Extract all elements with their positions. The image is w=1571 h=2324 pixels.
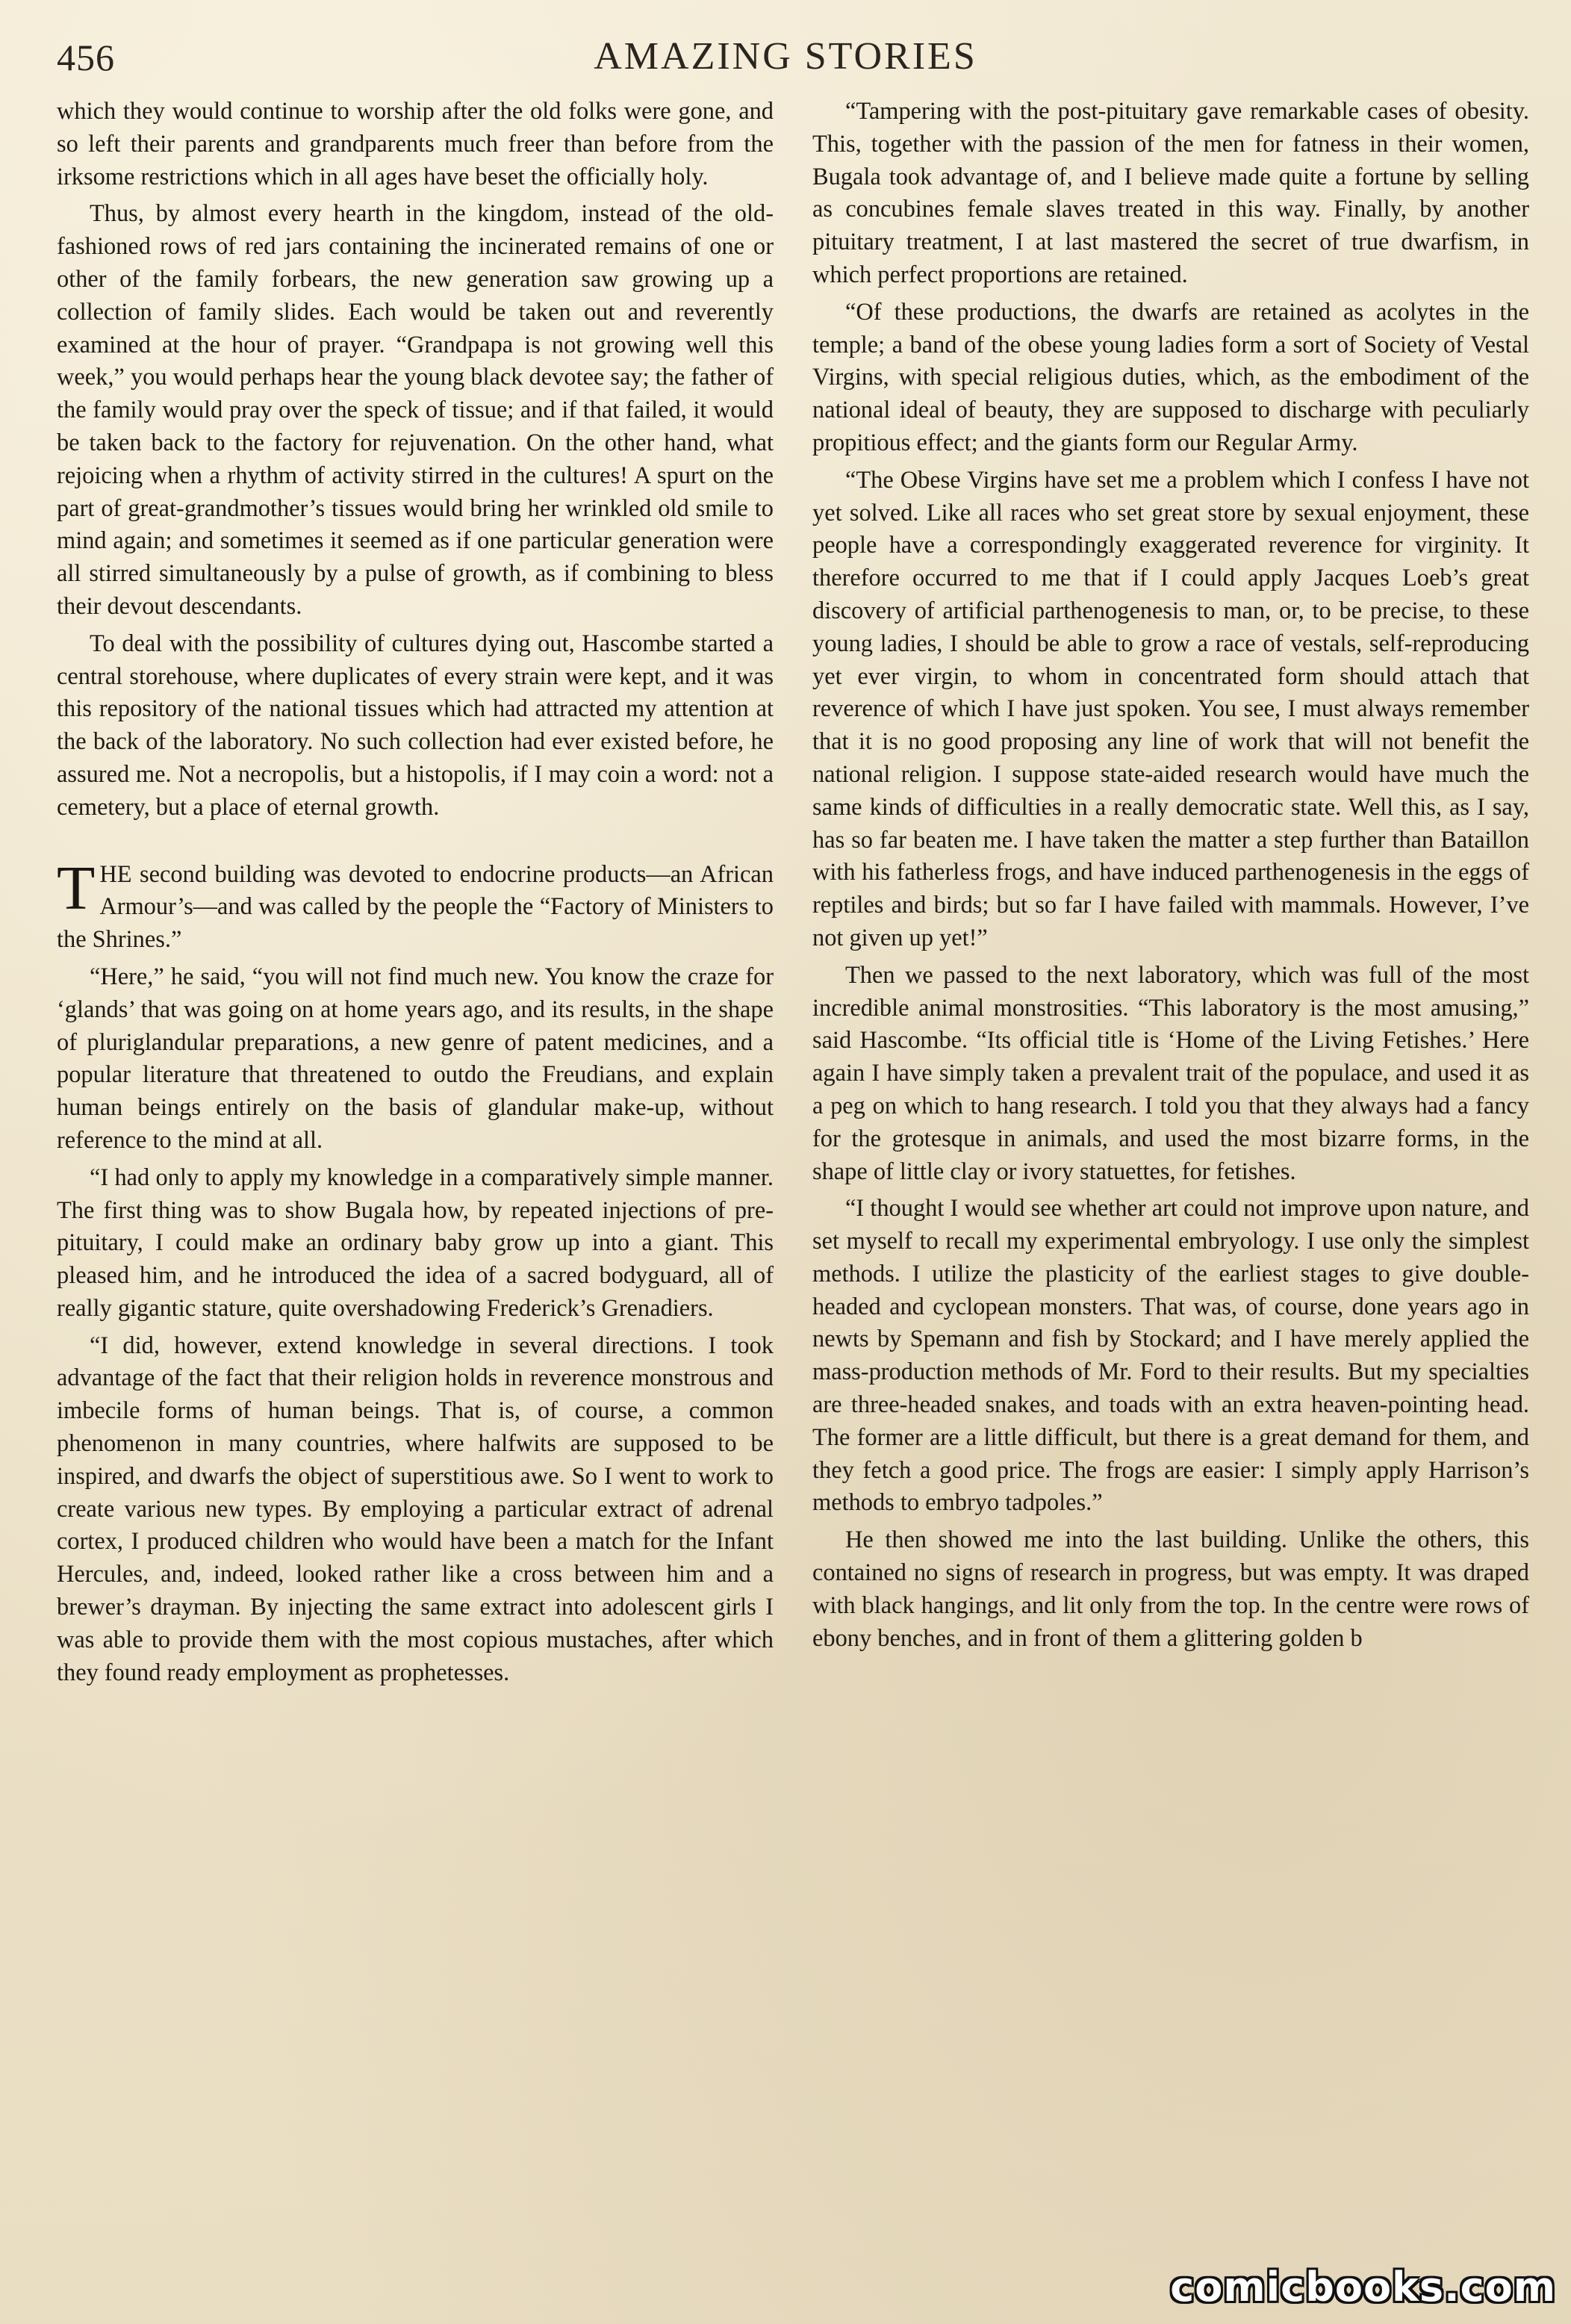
left-paragraph-6: “I had only to apply my knowledge in a comparatively simple manner. The first thing was to show Bugala how, by repeated injections of pre-pituitary, I could make an ordinary baby grow up into a giant. This pleased him, and he introduced the idea of a sacred bodyguard, all of really gigantic stature, quite overshadowing Frederick’s Grenadiers. bbox=[57, 1163, 774, 1322]
right-paragraph-5: “I thought I would see whether art could not improve upon nature, and set myself to recall my experimental embryology. I use only the simplest methods. I utilize the plasticity of the earliest stages to give double-headed and cyclopean monsters. That was, of course, done years ago in newts by Spemann and fish by Stockard; and I have merely applied the mass-production methods of Mr. Ford to their results. But my specialties are three-headed snakes, and toads with an extra heaven-pointing head. The former are a little difficult, but there is a great demand for them, and they fetch a good price. The frogs are easier: I simply apply Harrison’s methods to embryo tadpoles.” bbox=[812, 1195, 1529, 1517]
left-paragraph-1: which they would continue to worship after the old folks were gone, and so left their parents and grandparents much freer than before from the irksome restrictions which in all ages have beset the officially holy. bbox=[57, 98, 774, 190]
drop-cap-letter: T bbox=[57, 853, 96, 923]
right-paragraph-6: He then showed me into the last building. Unlike the others, this contained no signs of research in progress, but was empty. It was draped with black hangings, and lit only from the top. In the centre were rows of ebony benches, and in front of them a glittering golden b bbox=[812, 1526, 1529, 1652]
right-column bbox=[812, 96, 1529, 1659]
magazine-title: AMAZING STORIES bbox=[594, 35, 977, 78]
section-break bbox=[57, 829, 774, 859]
left-paragraph-3: To deal with the possibility of cultures dying out, Hascombe started a central storehouse, where duplicates of every strain were kept, and it was this repository of the national tissues which had attracted my attention at the back of the laboratory. No such collection had ever existed before, he assured me. Not a necropolis, but a histopolis, if I may coin a word: not a cemetery, but a place of eternal growth. bbox=[57, 630, 774, 821]
left-column bbox=[57, 96, 774, 1694]
watermark-logo: comicbooks.com bbox=[1170, 2264, 1556, 2311]
right-paragraph-1: “Tampering with the post-pituitary gave remarkable cases of obesity. This, together with the passion of the men for fatness in their women, Bugala took advantage of, and I believe made quite a fortune by selling as concubines female slaves treated in this way. Finally, by another pituitary treatment, I at last mastered the secret of true dwarfism, in which perfect proportions are retained. bbox=[812, 98, 1529, 288]
left-paragraph-2: Thus, by almost every hearth in the kingdom, instead of the old-fashioned rows of red jars containing the incinerated remains of one or other of the family forbears, the new generation saw growing up a collection of family slides. Each would be taken out and reverently examined at the hour of prayer. “Grandpapa is not growing well this week,” you would perhaps hear the young black devotee say; the father of the family would pray over the speck of tissue; and if that failed, it would be taken back to the factory for rejuvenation. On the other hand, what rejoicing when a rhythm of activity stirred in the cultures! A spurt on the part of great-grandmother’s tissues would bring her wrinkled old smile to mind again; and sometimes it seemed as if one particular generation were all stirred simultaneously by a pulse of growth, as if combining to bless their devout descendants. bbox=[57, 200, 774, 620]
left-paragraph-4-text: HE second building was devoted to endocrine products—an African Armour’s—and was called by the people the “Factory of Ministers to the Shrines.” bbox=[57, 860, 774, 954]
page-header bbox=[45, 30, 1526, 90]
right-paragraph-3: “The Obese Virgins have set me a problem which I confess I have not yet solved. Like all races who set great store by sexual enjoyment, these people have a correspondingly exaggerated reverence for virginity. It therefore occurred to me that if I could apply Jacques Loeb’s great discovery of artificial parthenogenesis to man, or, to be precise, to these young ladies, I should be able to grow a race of vestals, self-reproducing yet ever virgin, to whom in concentrated form should attach that reverence of which I have just spoken. You see, I must always remember that it is no good proposing any line of work that will not benefit the national religion. I suppose state-aided research would have much the same kinds of difficulties in a really democratic state. Well this, as I say, has so far beaten me. I have taken the matter a step further than Bataillon with his fatherless frogs, and have induced parthenogenesis in the eggs of reptiles and birds; but so far I have failed with mammals. However, I’ve not given up yet!” bbox=[812, 466, 1529, 951]
left-paragraph-5: “Here,” he said, “you will not find much new. You know the craze for ‘glands’ that was going on at home years ago, and its results, in the shape of pluriglandular preparations, a new genre of patent medicines, and a popular literature that threatened to outdo the Freudians, and explain human beings entirely on the basis of glandular make-up, without reference to the mind at all. bbox=[57, 963, 774, 1154]
left-paragraph-4 bbox=[57, 853, 774, 957]
left-paragraph-7: “I did, however, extend knowledge in several directions. I took advantage of the fact that their religion holds in reverence monstrous and imbecile forms of human beings. That is, of course, a common phenomenon in many countries, where halfwits are supposed to be inspired, and dwarfs the object of superstitious awe. So I went to work to create various new types. By employing a particular extract of adrenal cortex, I produced children who would have been a match for the Infant Hercules, and, indeed, looked rather like a cross between him and a brewer’s drayman. By injecting the same extract into adolescent girls I was able to provide them with the most copious mustaches, after which they found ready employment as prophetesses. bbox=[57, 1332, 774, 1686]
right-paragraph-4: Then we passed to the next laboratory, which was full of the most incredible animal monstrosities. “This laboratory is the most amusing,” said Hascombe. “Its official title is ‘Home of the Living Fetishes.’ Here again I have simply taken a prevalent trait of the populace, and used it as a peg on which to hang research. I told you that they always had a fancy for the grotesque in animals, and used the most bizarre forms, in the shape of little clay or ivory statuettes, for fetishes. bbox=[812, 961, 1529, 1185]
right-paragraph-2: “Of these productions, the dwarfs are retained as acolytes in the temple; a band of the obese young ladies form a sort of Society of Vestal Virgins, with special religious duties, which, as the embodiment of the national ideal of beauty, they are supposed to discharge with peculiarly propitious effect; and the giants form our Regular Army. bbox=[812, 298, 1529, 456]
page-number: 456 bbox=[57, 37, 115, 78]
